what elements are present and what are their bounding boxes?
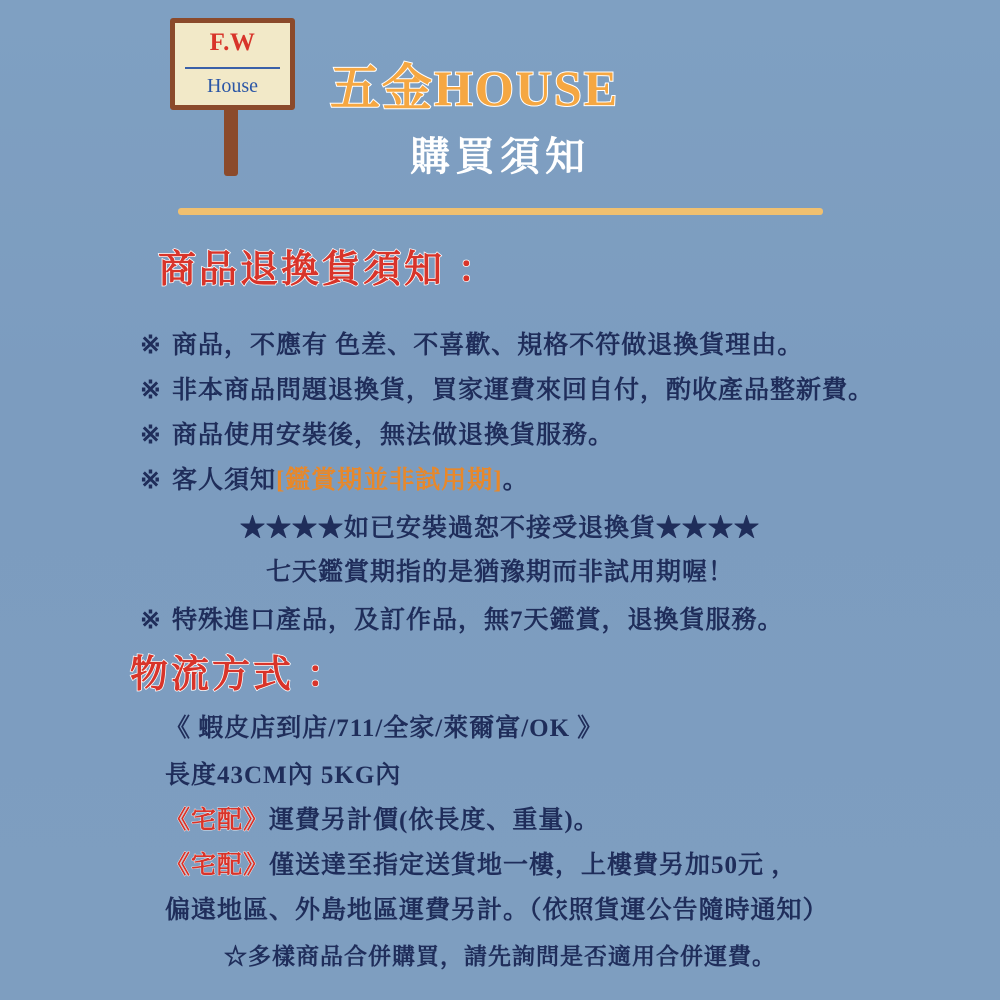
return-policy-item-2 <box>140 370 874 406</box>
customer-note-prefix: 客人須知 <box>171 467 276 494</box>
page-header <box>0 0 1000 200</box>
home-delivery-tag: 《宅配》 <box>165 852 270 879</box>
customer-note-highlight: [鑑賞期並非試用期] <box>275 467 503 494</box>
sign-divider <box>185 67 280 69</box>
brand-title: 五金HOUSE <box>330 60 620 116</box>
return-policy-item-4 <box>140 460 529 496</box>
return-policy-item-5-text: 特殊進口產品，及訂作品，無7天鑑賞，退換貨服務。 <box>171 607 784 634</box>
bullet-icon: ※ <box>140 607 162 634</box>
installed-no-return-notice: ★★★★如已安裝過恕不接受退換貨★★★★ <box>239 515 760 542</box>
return-policy-item-1-text: 商品，不應有 色差、不喜歡、規格不符做退換貨理由。 <box>171 332 804 359</box>
shipping-heading: 物流方式 ： <box>130 654 348 696</box>
bullet-icon: ※ <box>140 332 162 359</box>
bullet-icon: ※ <box>140 467 162 494</box>
shipping-line-ground-floor <box>165 845 797 881</box>
shipping-line-combined-orders: ☆多樣商品合併購買，請先詢問是否適用合併運費。 <box>224 944 776 969</box>
bullet-icon: ※ <box>140 422 162 449</box>
return-policy-item-1 <box>140 325 803 361</box>
bullet-icon: ※ <box>140 377 162 404</box>
page-title: 購買須知 <box>410 134 590 179</box>
sign-logo-text-fw: F.W <box>209 29 256 56</box>
home-delivery-tag: 《宅配》 <box>165 807 270 834</box>
shipping-line-convenience-store: 《 蝦皮店到店/711/全家/萊爾富/OK 》 <box>165 715 604 742</box>
return-policy-item-3-text: 商品使用安裝後，無法做退換貨服務。 <box>171 422 614 449</box>
return-policy-item-5 <box>140 600 783 636</box>
home-delivery-fee-text: 運費另計價(依長度、重量)。 <box>269 807 600 834</box>
sign-board <box>170 18 295 110</box>
shop-sign-logo <box>170 18 295 110</box>
sign-logo-text-house: House <box>206 75 259 97</box>
shipping-line-remote-area: 偏遠地區、外島地區運費另計。（依照貨運公告隨時通知） <box>165 897 829 924</box>
customer-note-suffix: 。 <box>502 467 529 494</box>
ground-floor-text: 僅送達至指定送貨地一樓，上樓費另加50元 ， <box>269 852 798 879</box>
return-policy-item-3 <box>140 415 614 451</box>
shipping-line-home-delivery-fee <box>165 800 600 836</box>
return-policy-heading: 商品退換貨須知 ： <box>158 249 499 291</box>
shipping-line-size-limit: 長度43CM內 5KG內 <box>165 762 402 789</box>
sign-post <box>224 110 238 176</box>
trial-period-explanation: 七天鑑賞期指的是猶豫期而非試用期喔！ <box>265 559 734 586</box>
return-policy-item-2-text: 非本商品問題退換貨，買家運費來回自付，酌收產品整新費。 <box>171 377 874 404</box>
header-divider <box>178 208 823 215</box>
